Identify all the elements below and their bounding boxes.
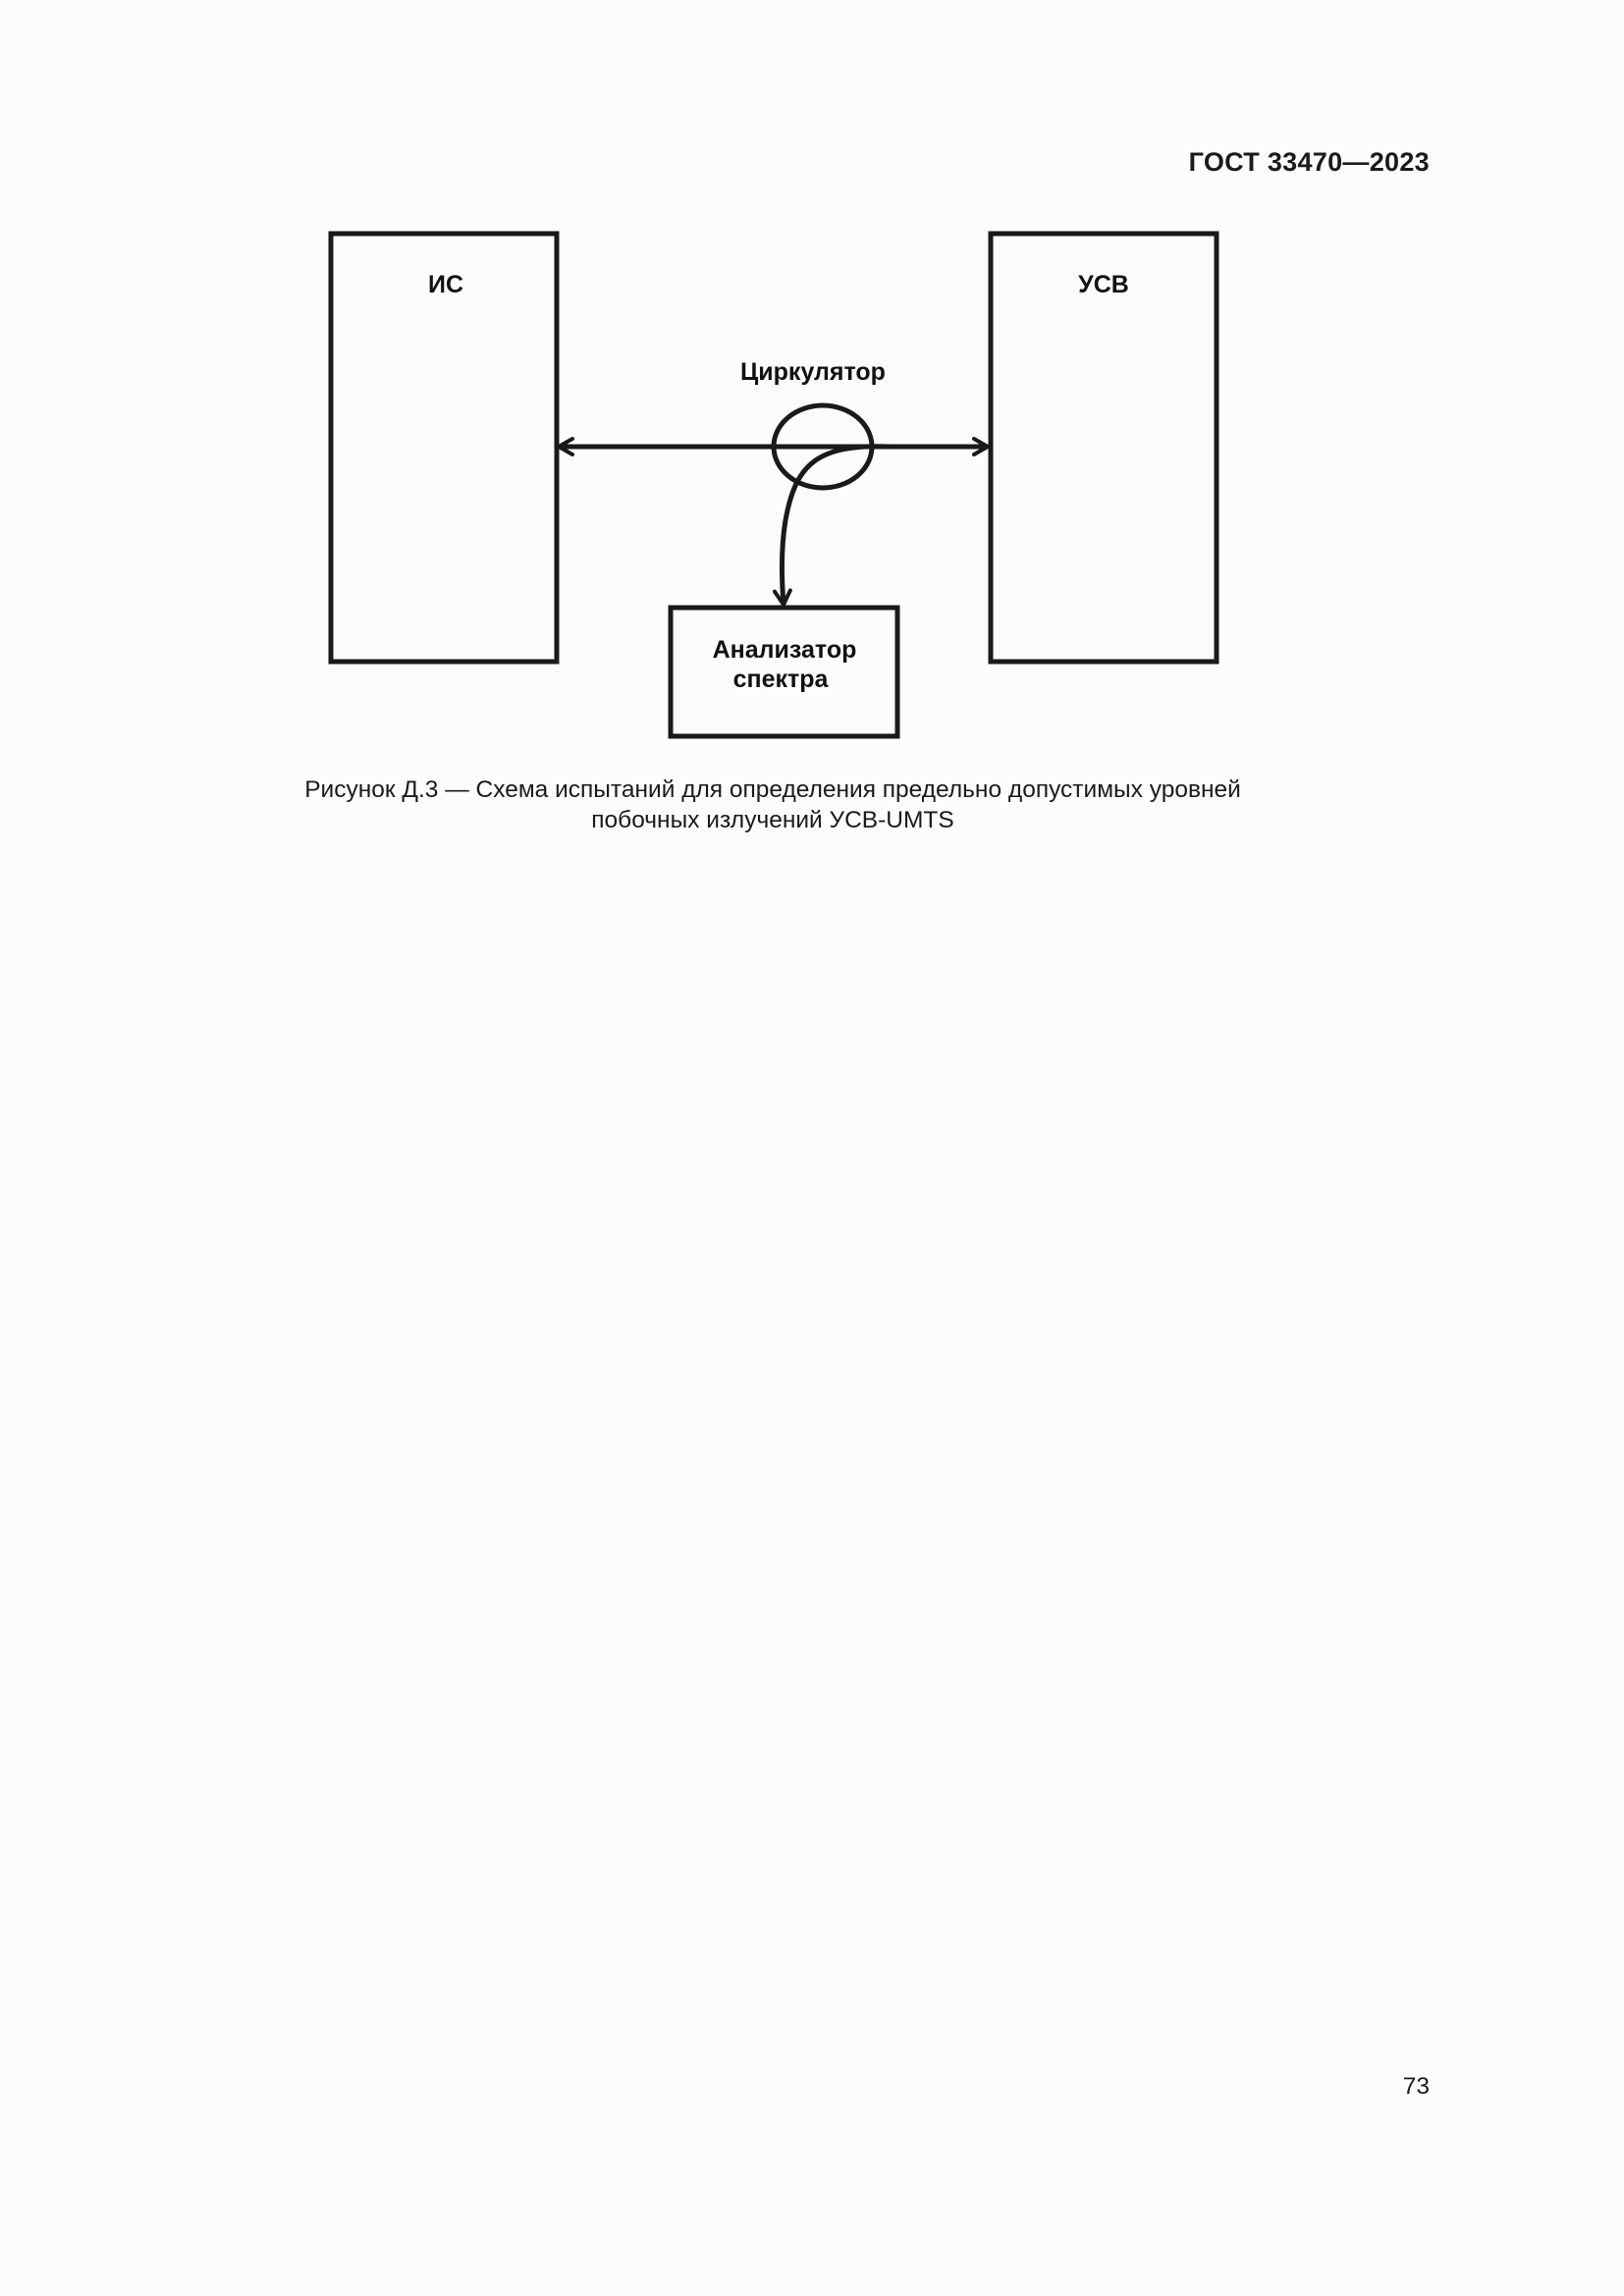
usv-block-label: УСВ <box>1078 271 1129 298</box>
figure-caption-line1: Рисунок Д.3 — Схема испытаний для определения предельно допустимых уровней <box>304 776 1241 803</box>
test-setup-diagram <box>0 0 1624 766</box>
figure-caption-line2: побочных излучений УСВ-UMTS <box>591 807 954 833</box>
standard-header: ГОСТ 33470—2023 <box>1188 147 1430 177</box>
is-block-label: ИС <box>427 271 464 298</box>
circulator-label: Циркулятор <box>740 358 886 386</box>
figure-caption <box>0 774 1545 835</box>
circulator-to-analyzer-arrow <box>782 447 890 605</box>
spectrum-analyzer-label-line2: спектра <box>732 666 829 693</box>
spectrum-analyzer-label-line1: Анализатор <box>712 636 857 664</box>
page-number: 73 <box>1402 2073 1430 2100</box>
